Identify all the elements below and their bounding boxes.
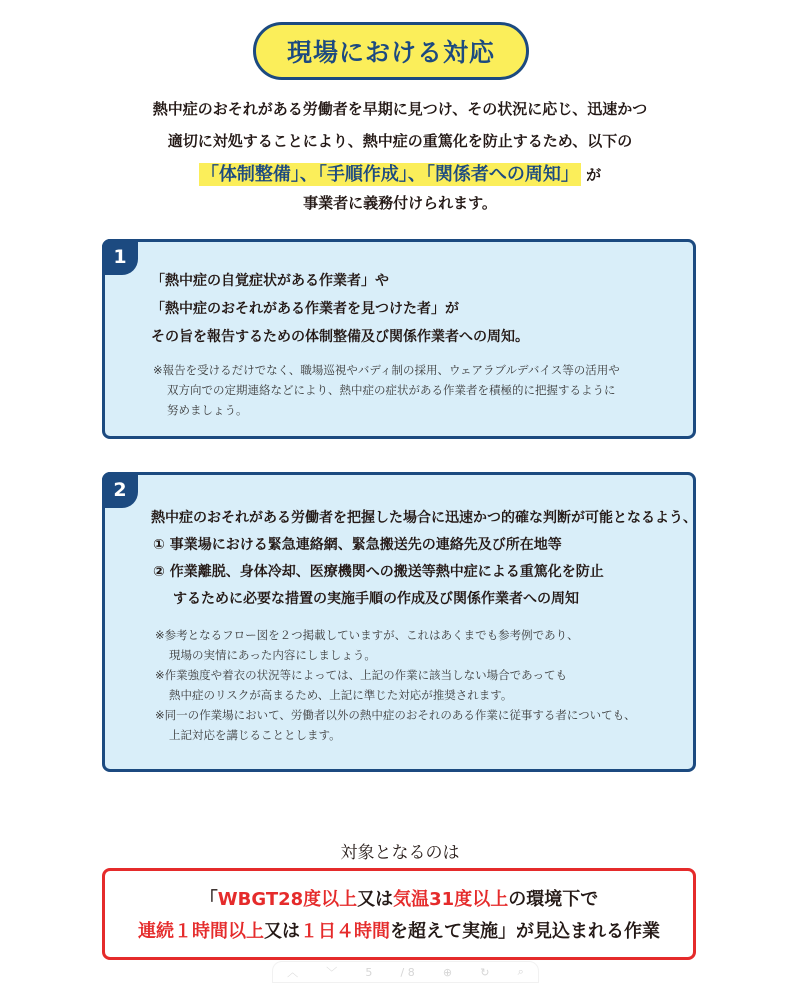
box2-line: するために必要な措置の実施手順の作成及び関係作業者への周知 — [173, 591, 579, 607]
red-text: １日４時間 — [300, 921, 390, 942]
text: 又は — [357, 889, 394, 910]
target-line-1 — [105, 885, 693, 911]
intro-highlight: 「体制整備」、「手順作成」、「関係者への周知」 — [200, 164, 579, 185]
box1-note: 双方向での定期連絡などにより、熱中症の症状がある作業者を積極的に把握するように — [167, 383, 616, 397]
intro-line-2: 適切に対処することにより、熱中症の重篤化を防止するため、以下の — [167, 132, 633, 150]
box1-note: ※報告を受けるだけでなく、職場巡視やバディ制の採用、ウェアラブルデバイス等の活用や — [153, 363, 620, 377]
zoom-in-icon[interactable]: ⊕ — [442, 965, 453, 979]
target-label: 対象となるのは — [340, 843, 460, 863]
target-box — [102, 868, 696, 960]
intro-line-3-suffix: が — [586, 166, 602, 184]
requirement-box-1 — [102, 239, 696, 439]
text: を超えて実施」が見込まれる作業 — [390, 921, 660, 942]
intro-line-1: 熱中症のおそれがある労働者を早期に見つけ、その状況に応じ、迅速かつ — [152, 100, 648, 118]
number-badge: 1 — [102, 239, 138, 275]
box2-note: ※同一の作業場において、労働者以外の熱中症のおそれのある作業に従事する者についても、 — [155, 708, 636, 722]
page-total: / 8 — [400, 965, 415, 979]
box2-note: ※作業強度や着衣の状況等によっては、上記の作業に該当しない場合であっても — [155, 668, 568, 682]
box1-line: 「熱中症のおそれがある作業者を見つけた者」が — [151, 301, 459, 317]
target-line-2 — [105, 917, 693, 943]
box2-note: 熱中症のリスクが高まるため、上記に準じた対応が推奨されます。 — [169, 688, 513, 702]
box2-line: 熱中症のおそれがある労働者を把握した場合に迅速かつ的確な判断が可能となるよう、 — [151, 510, 697, 526]
number-badge: 2 — [102, 472, 138, 508]
box2-note: ※参考となるフロー図を２つ掲載していますが、これはあくまでも参考例であり、 — [155, 628, 579, 642]
requirement-box-2 — [102, 472, 696, 772]
intro-line-4: 事業者に義務付けられます。 — [303, 194, 497, 212]
chevron-up-icon[interactable]: ︿ — [287, 966, 299, 979]
box2-line: ② 作業離脱、身体冷却、医療機関への搬送等熱中症による重篤化を防止 — [153, 564, 604, 580]
box1-note: 努めましょう。 — [167, 403, 248, 417]
box2-line: ① 事業場における緊急連絡網、緊急搬送先の連絡先及び所在地等 — [153, 537, 562, 553]
text: の環境下で — [508, 889, 599, 910]
red-text: WBGT28度以上 — [217, 889, 358, 910]
red-text: 連続１時間以上 — [138, 921, 264, 942]
red-text: 気温31度以上 — [393, 889, 509, 910]
text: 「 — [199, 889, 218, 910]
chevron-down-icon[interactable]: ﹀ — [326, 966, 338, 979]
box1-line: その旨を報告するための体制整備及び関係作業者への周知。 — [151, 329, 529, 345]
box1-line: 「熱中症の自覚症状がある作業者」や — [151, 273, 389, 289]
rotate-icon[interactable]: ↻ — [480, 965, 490, 979]
box2-note: 現場の実情にあった内容にしましょう。 — [169, 648, 376, 662]
box2-note: 上記対応を講じることとします。 — [169, 728, 341, 742]
pdf-viewer-toolbar — [272, 961, 539, 983]
intro-line-3 — [0, 160, 800, 186]
page-number-input[interactable]: 5 — [365, 965, 373, 979]
section-title: 現場における対応 — [253, 22, 529, 80]
text: 又は — [264, 921, 300, 942]
search-icon[interactable]: ⌕ — [517, 965, 524, 978]
